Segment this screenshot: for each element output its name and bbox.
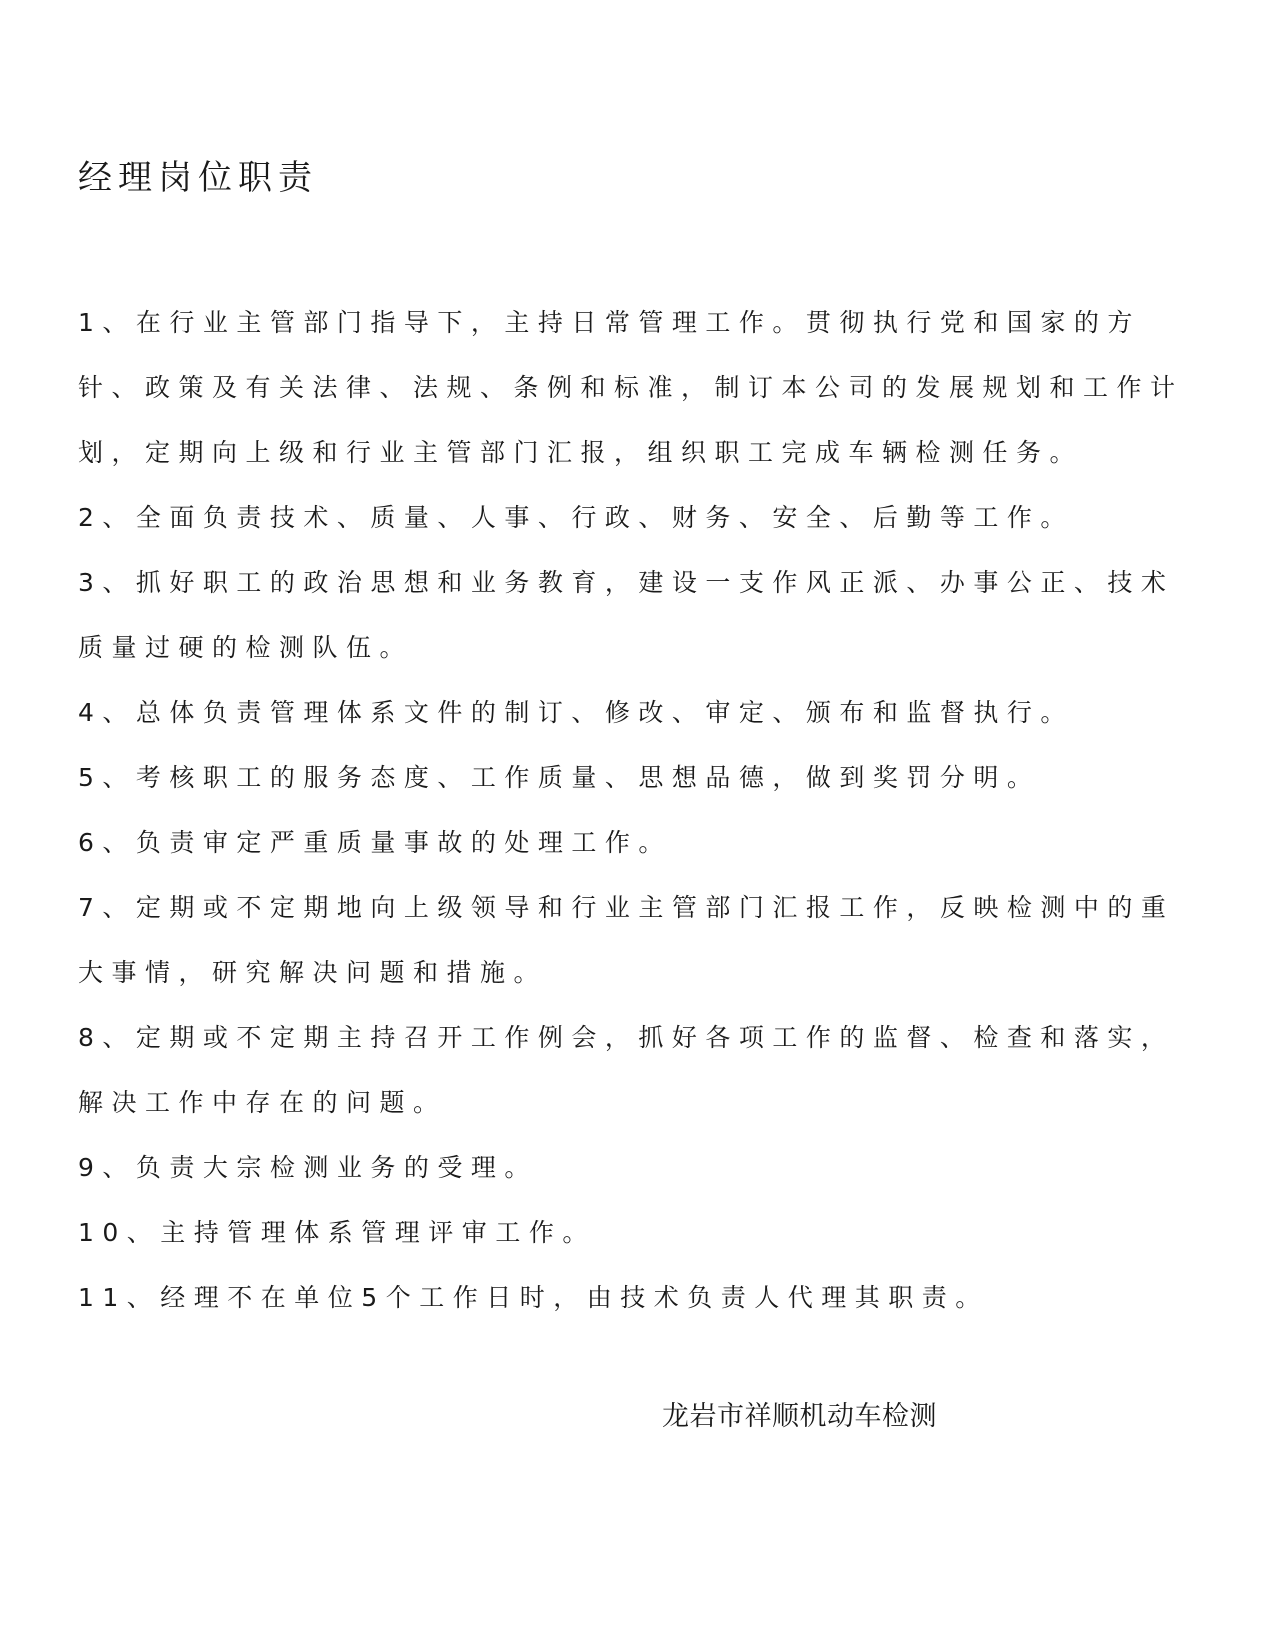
duty-item-5: 5、考核职工的服务态度、工作质量、思想品德，做到奖罚分明。 — [78, 763, 1041, 792]
company-signature: 龙岩市祥顺机动车检测 — [662, 1401, 937, 1432]
duty-item-6: 6、负责审定严重质量事故的处理工作。 — [78, 828, 672, 857]
duty-item-11: 11、经理不在单位5个工作日时，由技术负责人代理其职责。 — [78, 1283, 989, 1312]
duty-item-8: 8、定期或不定期主持召开工作例会，抓好各项工作的监督、检查和落实，解决工作中存在的问题。 — [78, 1023, 1175, 1117]
duty-item-4: 4、总体负责管理体系文件的制订、修改、审定、颁布和监督执行。 — [78, 698, 1074, 727]
duty-item-3: 3、抓好职工的政治思想和业务教育，建设一支作风正派、办事公正、技术质量过硬的检测队伍。 — [78, 568, 1175, 662]
duty-item-1: 1、在行业主管部门指导下，主持日常管理工作。贯彻执行党和国家的方针、政策及有关法律、法规、条例和标准，制订本公司的发展规划和工作计划，定期向上级和行业主管部门汇报，组织职工完成车辆检测任务。 — [78, 308, 1184, 467]
duty-item-10: 10、主持管理体系管理评审工作。 — [78, 1218, 596, 1247]
duty-item-9: 9、负责大宗检测业务的受理。 — [78, 1153, 538, 1182]
duty-item-7: 7、定期或不定期地向上级领导和行业主管部门汇报工作，反映检测中的重大事情，研究解决问题和措施。 — [78, 893, 1175, 987]
duties-list — [78, 290, 1188, 1330]
duty-item-2: 2、全面负责技术、质量、人事、行政、财务、安全、后勤等工作。 — [78, 503, 1074, 532]
document-title: 经理岗位职责 — [78, 158, 318, 198]
